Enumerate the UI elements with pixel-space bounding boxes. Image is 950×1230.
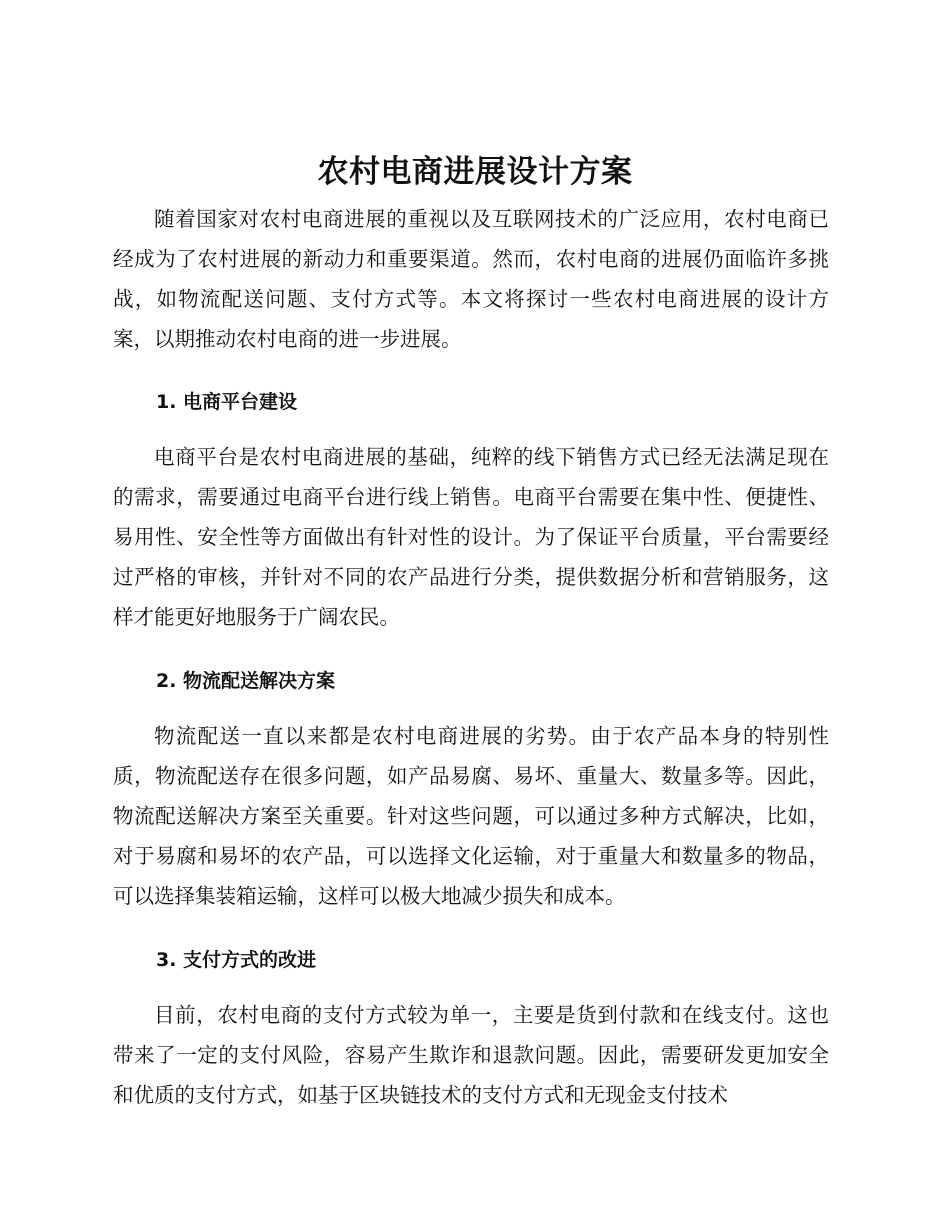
intro-paragraph: 随着国家对农村电商进展的重视以及互联网技术的广泛应用，农村电商已经成为了农村进展的新动力和重要渠道。然而，农村电商的进展仍面临许多挑战，如物流配送问题、支付方式等。本文将探讨一些农村电商进展的设计方案，以期推动农村电商的进一步进展。 [113,207,829,351]
document-title: 农村电商进展设计方案 [317,154,633,190]
section-heading-logistics: 2. 物流配送解决方案 [156,670,336,692]
section-heading-payment: 3. 支付方式的改进 [156,949,317,971]
section-heading-platform: 1. 电商平台建设 [156,391,298,413]
section-body-payment: 目前，农村电商的支付方式较为单一，主要是货到付款和在线支付。这也带来了一定的支付风险，容易产生欺诈和退款问题。因此，需要研发更加安全和优质的支付方式，如基于区块链技术的支付方式和无现金支付技术 [113,1003,829,1107]
section-body-logistics: 物流配送一直以来都是农村电商进展的劣势。由于农产品本身的特别性质，物流配送存在很多问题，如产品易腐、易坏、重量大、数量多等。因此，物流配送解决方案至关重要。针对这些问题，可以通过多种方式解决，比如，对于易腐和易坏的农产品，可以选择文化运输，对于重量大和数量多的物品，可以选择集装箱运输，这样可以极大地减少损失和成本。 [113,724,829,908]
section-body-platform: 电商平台是农村电商进展的基础，纯粹的线下销售方式已经无法满足现在的需求，需要通过电商平台进行线上销售。电商平台需要在集中性、便捷性、易用性、安全性等方面做出有针对性的设计。为了保证平台质量，平台需要经过严格的审核，并针对不同的农产品进行分类，提供数据分析和营销服务，这样才能更好地服务于广阔农民。 [113,445,829,629]
